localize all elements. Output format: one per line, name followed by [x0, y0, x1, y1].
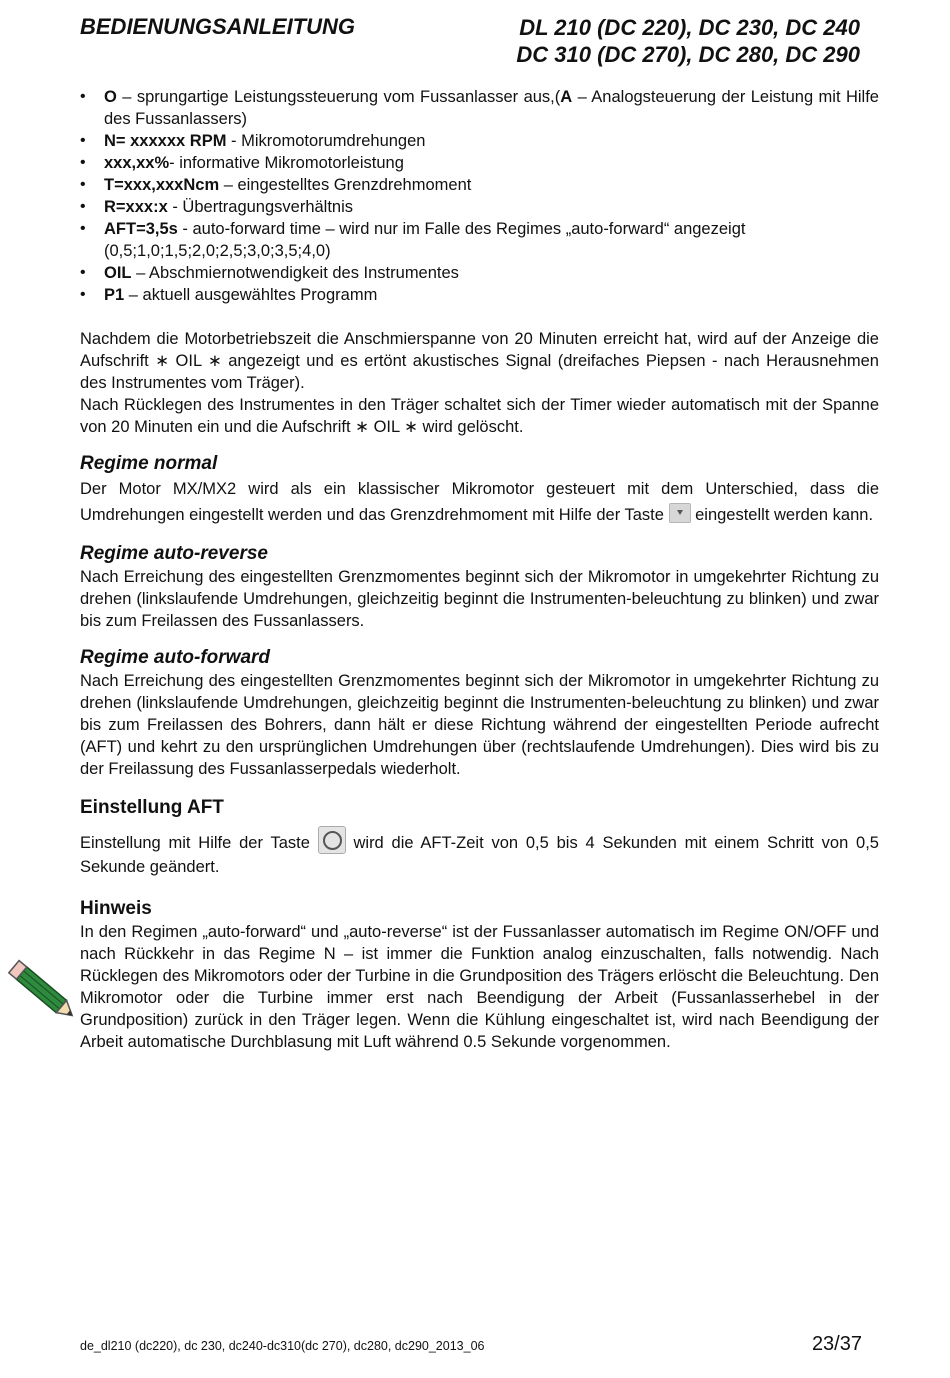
regime-forward-heading: Regime auto-forward [80, 647, 271, 668]
list-item: • O – sprungartige Leistungssteuerung vom Fussanlasser aus,(A – Analogsteuerung der Leistung mit Hilfe des Fussanlassers) [80, 86, 879, 130]
regime-reverse-heading: Regime auto-reverse [80, 543, 268, 564]
regime-forward-text: Nach Erreichung des eingestellten Grenzmomentes beginnt sich der Mikromotor in umgekehrter Richtung zu drehen (linkslaufende Umdrehungen, gleichzeitig beginnt die Instrumenten-beleuchtung zu blinken) und zwar bis zum Freilassen des Bohrers, dann hält er diese Richtung während der eingestellten Periode aufrecht (AFT) und kehrt zu den ursprünglichen Umdrehungen über (rechtslaufende Umdrehungen). Dies wird bis zu der Freilassung des Fussanlasserpedals wiederholt. [80, 672, 879, 778]
regime-reverse-text: Nach Erreichung des eingestellten Grenzmomentes beginnt sich der Mikromotor in umgekehrter Richtung zu drehen (linkslaufende Umdrehungen, gleichzeitig beginnt die Instrumenten-beleuchtung zu blinken) und zwar bis zum Freilassen des Fussanlassers. [80, 568, 879, 630]
list-item: • N= xxxxxx RPM - Mikromotorumdrehungen [80, 130, 879, 152]
manual-title: BEDIENUNGSANLEITUNG [80, 14, 356, 39]
page-body [80, 86, 879, 1053]
circle-key-icon [318, 826, 346, 854]
einstellung-heading: Einstellung AFT [80, 797, 224, 818]
footer-filename: de_dl210 (dc220), dc 230, dc240-dc310(dc 270), dc280, dc290_2013_06 [80, 1339, 485, 1353]
model-header [516, 14, 860, 68]
hinweis-heading: Hinweis [80, 898, 152, 919]
model-line-2: DC 310 (DC 270), DC 280, DC 290 [516, 42, 860, 67]
regime-normal-text: Der Motor MX/MX2 wird als ein klassischer Mikromotor gesteuert mit dem Unterschied, dass die Umdrehungen eingestellt werden und das Grenzdrehmoment mit Hilfe der Taste eingestellt werden kann. [80, 480, 879, 524]
list-item: • R=xxx:x - Übertragungsverhältnis [80, 196, 879, 218]
display-legend-list [80, 86, 879, 306]
model-line-1: DL 210 (DC 220), DC 230, DC 240 [519, 15, 860, 40]
hinweis-text: In den Regimen „auto-forward“ und „auto-reverse“ ist der Fussanlasser automatisch im Regime ON/OFF und nach Rückkehr in das Regime N – ist immer die Funktion analog einzuschalten, falls notwendig. Nach Rücklegen des Mikromotors oder der Turbine in die Grundposition des Trägers erlöscht die Beleuchtung. Den Mikromotor oder die Turbine immer erst nach Beendigung der Arbeit (Fussanlasserhebel in der Grundposition) zurück in den Träger legen. Wenn die Kühlung eingeschaltet ist, wird nach Beendigung der Arbeit automatische Durchblasung mit Luft während 0.5 Sekunde vorgenommen. [80, 923, 879, 1051]
regime-normal-heading: Regime normal [80, 453, 218, 474]
list-item: • OIL – Abschmiernotwendigkeit des Instrumentes [80, 262, 879, 284]
torque-key-icon [669, 503, 691, 523]
list-item: • T=xxx,xxxNcm – eingestelltes Grenzdrehmoment [80, 174, 879, 196]
pencil-icon [2, 952, 80, 1032]
list-item: • xxx,xx%- informative Mikromotorleistung [80, 152, 879, 174]
list-item: • AFT=3,5s - auto-forward time – wird nur im Falle des Regimes „auto-forward“ angezeigt (0,5;1,0;1,5;2,0;2,5;3,0;3,5;4,0) [80, 218, 879, 262]
einstellung-text: Einstellung mit Hilfe der Taste wird die AFT-Zeit von 0,5 bis 4 Sekunden mit einem Schritt von 0,5 Sekunde geändert. [80, 826, 879, 879]
oil-paragraph-1: Nachdem die Motorbetriebszeit die Anschmierspanne von 20 Minuten erreicht hat, wird auf der Anzeige die Aufschrift ∗ OIL ∗ angezeigt und es ertönt akustisches Signal (dreifaches Piepsen - nach Herausnehmen des Instrumentes vom Träger). [80, 330, 879, 392]
list-item: • P1 – aktuell ausgewähltes Programm [80, 284, 879, 306]
oil-paragraph-2: Nach Rücklegen des Instrumentes in den Träger schaltet sich der Timer wieder automatisch mit der Spanne von 20 Minuten ein und die Aufschrift ∗ OIL ∗ wird gelöscht. [80, 396, 879, 436]
page-number: 23/37 [811, 1333, 862, 1355]
